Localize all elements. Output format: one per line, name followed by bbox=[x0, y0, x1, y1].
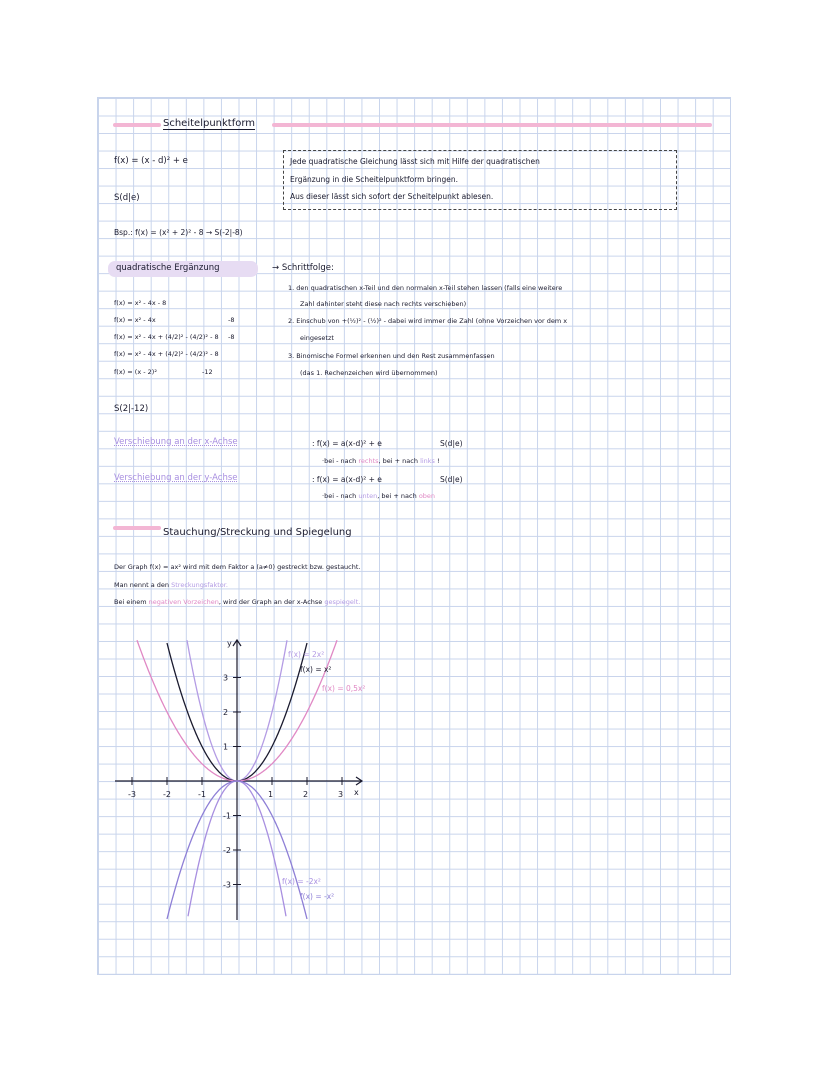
definition-line-2: Ergänzung in die Scheitelpunktform bringen. bbox=[290, 175, 459, 184]
definition-line-3: Aus dieser lässt sich sofort der Scheitelpunkt ablesen. bbox=[290, 192, 494, 201]
calc-line-4: f(x) = x² - 4x + (4/2)² - (4/2)² - 8 bbox=[114, 350, 219, 358]
step-line-1: 1. den quadratischen x-Teil und den normalen x-Teil stehen lassen (falls eine weitere bbox=[288, 284, 563, 292]
calc-line-1: f(x) = x² - 4x - 8 bbox=[114, 299, 167, 307]
vertex-form-formula: f(x) = (x - d)² + e bbox=[114, 156, 188, 166]
step-line-3: 2. Einschub von +(½)² - (½)² - dabei wird immer die Zahl (ohne Vorzeichen vor dem x bbox=[288, 317, 568, 325]
shift-x-vertex: S(d|e) bbox=[440, 439, 463, 448]
y-tick-label: 2 bbox=[223, 708, 229, 717]
x-tick-label: -1 bbox=[198, 790, 206, 799]
step-line-5: 3. Binomische Formel erkennen und den Rest zusammenfassen bbox=[288, 352, 495, 360]
step-line-6: (das 1. Rechenzeichen wird übernommen) bbox=[300, 369, 438, 377]
section-title-scheitelpunktform: Scheitelpunktform bbox=[163, 118, 256, 129]
explain-line-3: Bei einem negativen Vorzeichen, wird der Graph an der x-Achse gespiegelt. bbox=[114, 598, 361, 606]
y-axis-label: y bbox=[227, 639, 232, 648]
curve-label-3: f(x) = -2x² bbox=[282, 877, 321, 886]
definition-line-1: Jede quadratische Gleichung lässt sich mit Hilfe der quadratischen bbox=[290, 157, 540, 166]
pill-label-quadratische-ergaenzung: quadratische Ergänzung bbox=[116, 263, 220, 273]
shift-y-formula: : f(x) = a(x-d)² + e bbox=[312, 475, 382, 484]
title-highlight-right bbox=[272, 123, 712, 127]
curve-label-4: f(x) = -x² bbox=[300, 892, 335, 901]
shift-y-note: ·bei - nach unten, bei + nach oben bbox=[322, 492, 436, 500]
vertex-result: S(2|-12) bbox=[114, 404, 149, 414]
y-tick-label: -3 bbox=[223, 880, 231, 890]
explain-line-2: Man nennt a den Streckungsfaktor. bbox=[114, 581, 228, 589]
y-tick-label: -2 bbox=[223, 846, 231, 855]
steps-heading: → Schrittfolge: bbox=[272, 263, 334, 273]
curve-label-0: f(x) = 2x² bbox=[288, 650, 325, 659]
title-highlight-left bbox=[113, 123, 161, 127]
calc-line-2: f(x) = x² - 4x bbox=[114, 316, 156, 324]
shift-x-formula: : f(x) = a(x-d)² + e bbox=[312, 439, 382, 448]
curve-label-2: f(x) = 0,5x² bbox=[322, 684, 366, 693]
shift-y-label: Verschiebung an der y-Achse bbox=[114, 473, 238, 483]
explain-line-1: Der Graph f(x) = ax² wird mit dem Faktor a (a≠0) gestreckt bzw. gestaucht. bbox=[114, 563, 361, 571]
vertex-notation: S(d|e) bbox=[114, 193, 140, 203]
section-title-stauchung: Stauchung/Streckung und Spiegelung bbox=[163, 527, 352, 538]
title-highlight-left-2 bbox=[113, 526, 161, 530]
calc-side-1: -8 bbox=[228, 316, 235, 324]
x-tick-label: 2 bbox=[303, 790, 309, 799]
x-tick-label: -3 bbox=[128, 790, 136, 799]
y-tick-label: 3 bbox=[223, 673, 229, 683]
y-tick-label: 1 bbox=[223, 742, 229, 752]
x-axis-label: x bbox=[354, 788, 359, 797]
y-tick-label: -1 bbox=[223, 811, 231, 821]
x-tick-label: 1 bbox=[268, 790, 274, 799]
calc-side-3: -12 bbox=[202, 368, 213, 376]
shift-x-label: Verschiebung an der x-Achse bbox=[114, 437, 238, 447]
step-line-4: eingesetzt bbox=[300, 334, 334, 342]
calc-line-5: f(x) = (x - 2)² bbox=[114, 368, 157, 376]
example-line: Bsp.: f(x) = (x² + 2)² - 8 → S(-2|-8) bbox=[114, 228, 243, 237]
curve-label-1: f(x) = x² bbox=[300, 665, 332, 674]
shift-x-note: ·bei - nach rechts, bei + nach links ! bbox=[322, 457, 440, 465]
calc-line-3: f(x) = x² - 4x + (4/2)² - (4/2)² - 8 bbox=[114, 333, 219, 341]
x-tick-label: 3 bbox=[338, 790, 344, 799]
step-line-2: Zahl dahinter steht diese nach rechts verschieben) bbox=[300, 300, 467, 308]
calc-side-2: -8 bbox=[228, 333, 235, 341]
shift-y-vertex: S(d|e) bbox=[440, 475, 463, 484]
x-tick-label: -2 bbox=[163, 790, 171, 799]
